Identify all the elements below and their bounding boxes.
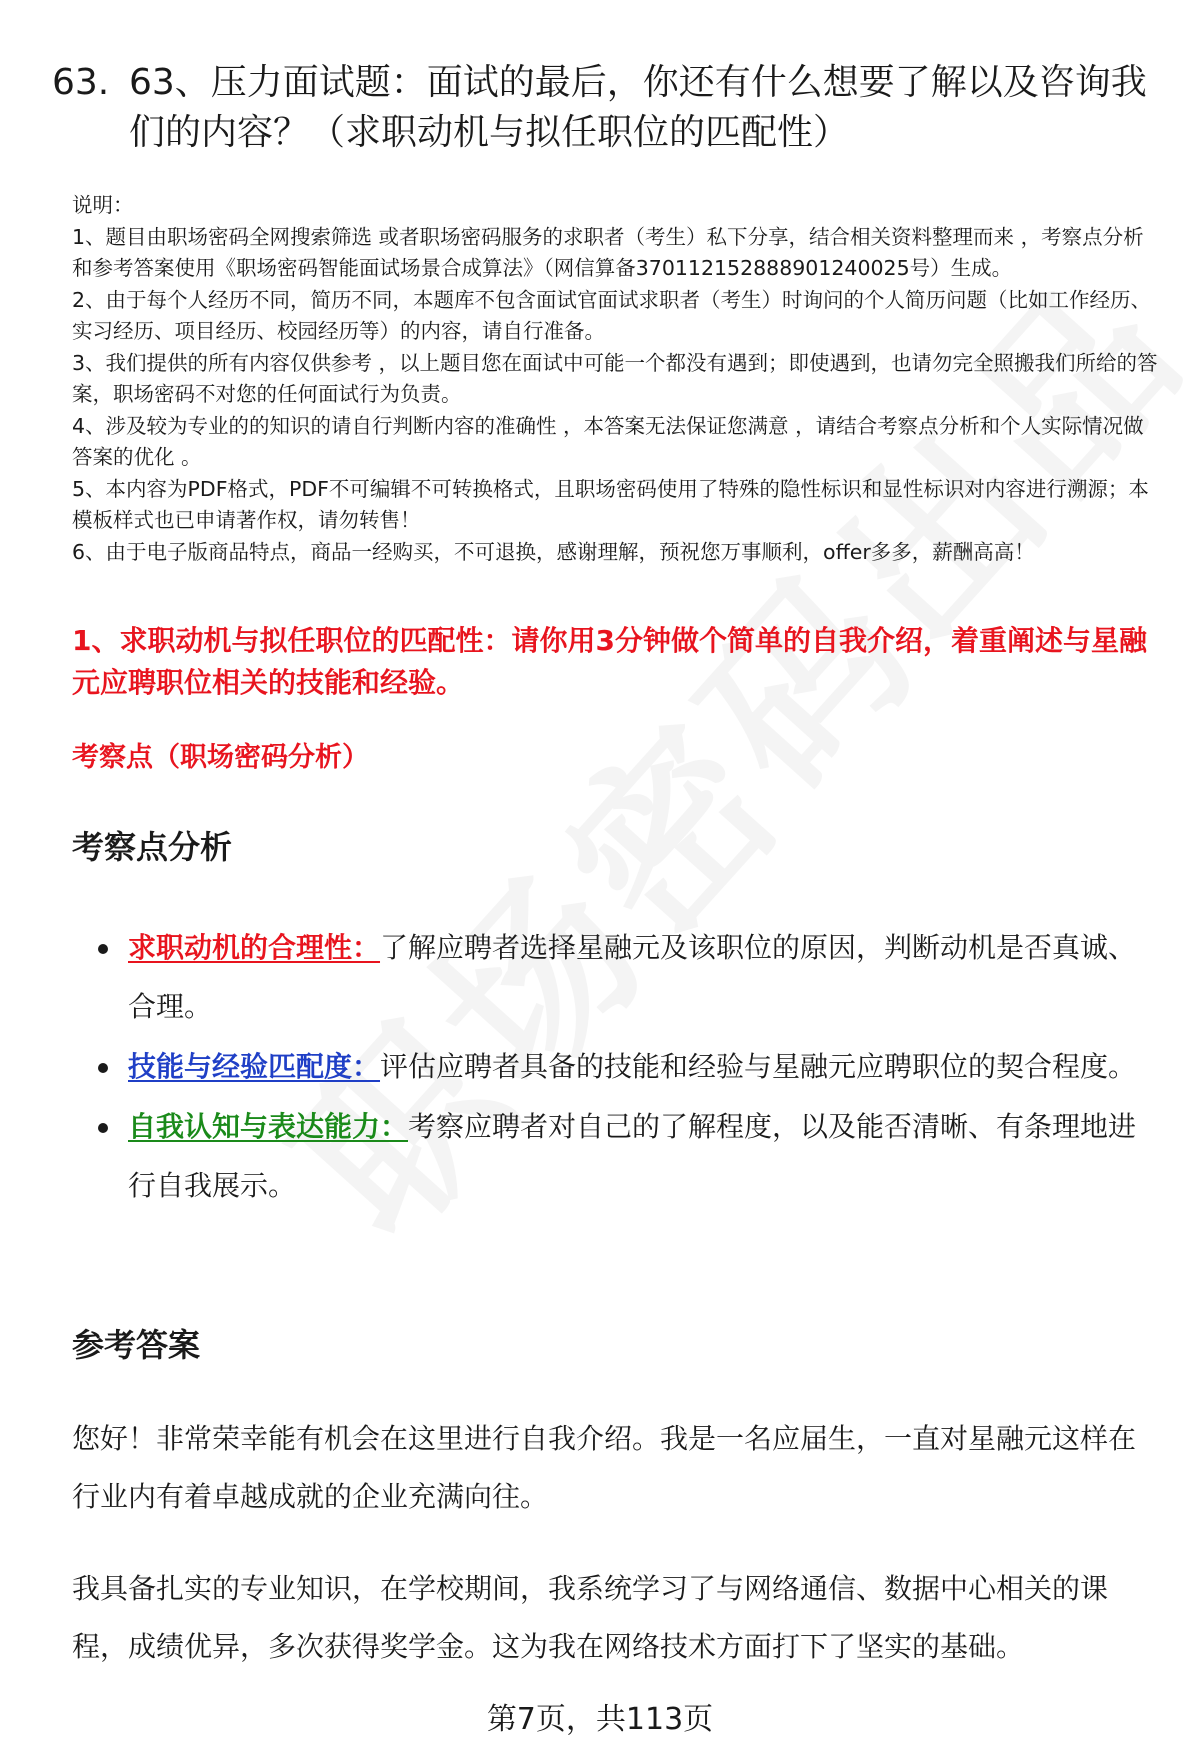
list-item: [128, 1037, 1158, 1096]
bullet-keyword: 技能与经验匹配度：: [128, 1050, 381, 1083]
bullet-keyword: 求职动机的合理性：: [128, 931, 381, 964]
question-number: 63.: [52, 62, 110, 103]
answer-paragraph: 我具备扎实的专业知识，在学校期间，我系统学习了与网络通信、数据中心相关的课程，成绩优异，多次获得奖学金。这为我在网络技术方面打下了坚实的基础。: [72, 1572, 1109, 1663]
note-item: 4、涉及较为专业的的知识的请自行判断内容的准确性 ，本答案无法保证您满意 ，请结合考察点分析和个人实际情况做答案的优化 。: [72, 413, 1144, 469]
notes-heading: 说明：: [72, 193, 134, 217]
list-item: [128, 1097, 1158, 1215]
note-item: 3、我们提供的所有内容仅供参考 ，以上题目您在面试中可能一个都没有遇到；即使遇到，也请勿完全照搬我们所给的答案，职场密码不对您的任何面试行为负责。: [72, 350, 1158, 406]
analysis-list: [128, 918, 1158, 1216]
bullet-icon: [98, 1123, 108, 1133]
bullet-icon: [98, 944, 108, 954]
bullet-text: 了解应聘者选择星融元及该职位的原因，判断动机是否真诚、合理。: [128, 931, 1137, 1023]
page-number: 第7页，共113页: [486, 1702, 714, 1737]
sub-question: 1、求职动机与拟任职位的匹配性：请你用3分钟做个简单的自我介绍，着重阐述与星融元应聘职位相关的技能和经验。: [72, 624, 1147, 699]
note-item: 6、由于电子版商品特点，商品一经购买，不可退换，感谢理解，预祝您万事顺利，offer多多，薪酬高高！: [72, 539, 1035, 564]
note-item: 2、由于每个人经历不同，简历不同，本题库不包含面试官面试求职者（考生）时询问的个人简历问题（比如工作经历、实习经历、项目经历、校园经历等）的内容，请自行准备。: [72, 287, 1152, 343]
question-title: [52, 58, 1152, 158]
exam-point-label: 考察点（职场密码分析）: [72, 742, 369, 773]
list-item: [128, 918, 1158, 1036]
question-text: 63、压力面试题：面试的最后，你还有什么想要了解以及咨询我们的内容？（求职动机与拟任职位的匹配性）: [129, 62, 1147, 153]
bullet-text: 评估应聘者具备的技能和经验与星融元应聘职位的契合程度。: [380, 1050, 1137, 1083]
answer-paragraph: 您好！非常荣幸能有机会在这里进行自我介绍。我是一名应届生，一直对星融元这样在行业内有着卓越成就的企业充满向往。: [72, 1422, 1137, 1513]
notes-block: [72, 190, 1162, 568]
note-item: 1、题目由职场密码全网搜索筛选 或者职场密码服务的求职者（考生）私下分享，结合相关资料整理而来 ，考察点分析和参考答案使用《职场密码智能面试场景合成算法》（网信算备370112152888901240025号）生成。: [72, 224, 1144, 280]
bullet-keyword: 自我认知与表达能力：: [128, 1110, 409, 1143]
answer-heading: 参考答案: [72, 1326, 201, 1364]
note-item: 5、本内容为PDF格式，PDF不可编辑不可转换格式，且职场密码使用了特殊的隐性标识和显性标识对内容进行溯源；本模板样式也已申请著作权，请勿转售！: [72, 476, 1149, 532]
bullet-icon: [98, 1063, 108, 1073]
analysis-heading: 考察点分析: [72, 828, 233, 866]
bullet-text: 考察应聘者对自己的了解程度，以及能否清晰、有条理地进行自我展示。: [128, 1110, 1137, 1202]
